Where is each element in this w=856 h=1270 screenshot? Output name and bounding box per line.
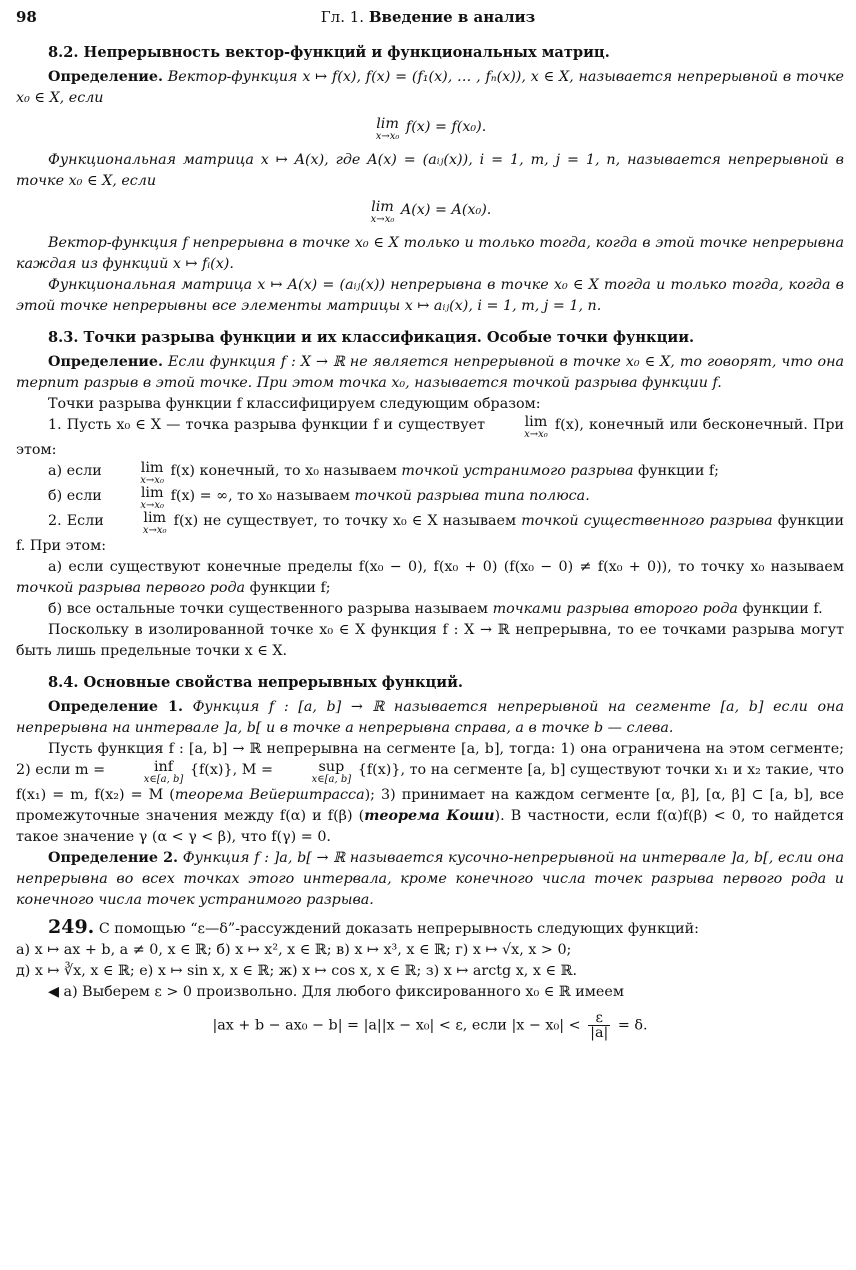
text: б) если — [48, 488, 102, 504]
chapter-title: Введение в анализ — [368, 8, 536, 26]
definition-text: Функция f : [a, b] → ℝ называется непрерывной на сегменте [a, b] если она непрерывна на интервале ]a, b[ и в точке a непрерывна справа, а в точке b — слева. — [16, 699, 844, 736]
limit-operator — [376, 117, 400, 142]
definition-functional-matrix: Функциональная матрица x ↦ A(x), где A(x) = (aᵢⱼ(x)), i = 1, m, j = 1, n, называется непрерывной в точке x₀ ∈ X, если — [16, 152, 844, 189]
term: точкой разрыва первого рода — [16, 580, 246, 596]
op-sub: x∈[a, b] — [143, 774, 184, 785]
page-body — [16, 40, 844, 1048]
lim-sub: x→x₀ — [370, 214, 395, 225]
inf-operator — [112, 760, 184, 785]
term: точкой разрыва типа полюса. — [354, 488, 590, 504]
limit-operator — [108, 486, 164, 511]
definition-vector-function — [16, 67, 844, 109]
text: f(x) = ∞, то x₀ называем — [170, 488, 350, 504]
formula-body: A(x) = A(x₀). — [400, 202, 492, 218]
isolated-point-note: Поскольку в изолированной точке x₀ ∈ X функция f : X → ℝ непрерывна, то ее точками разрыва могут быть лишь предельные точки x ∈ X. — [16, 622, 844, 659]
text: ); 3) принимает на каждом сегменте [α, β], [α, β] ⊂ [a, b], все промежуточные значения между f(α) и f(β) ( — [16, 787, 844, 824]
text: функции f. — [742, 601, 823, 617]
theorem-name: теорема Коши — [364, 808, 495, 824]
classification-item-1b — [16, 486, 844, 511]
lim-text: lim — [524, 414, 548, 430]
definition-lead: Определение 2. — [48, 850, 179, 866]
definition-discontinuity — [16, 352, 844, 394]
page-number: 98 — [16, 8, 37, 26]
term: точкой устранимого разрыва — [401, 463, 634, 479]
text: Пусть функция f : [a, b] → ℝ непрерывна на сегменте [a, b], тогда: 1) она ограничена на этом сегменте; 2) если m = — [16, 741, 844, 778]
paragraph-matrix-continuity: Функциональная матрица x ↦ A(x) = (aᵢⱼ(x)) непрерывна в точке x₀ ∈ X тогда и только тогда, когда в этой точке непрерывны все элементы матрицы x ↦ aᵢⱼ(x), i = 1, m, j = 1, n. — [16, 277, 844, 314]
term: точкой существенного разрыва — [521, 513, 773, 529]
definition-lead: Определение. — [48, 354, 163, 370]
problem-items-line-1: а) x ↦ ax + b, a ≠ 0, x ∈ ℝ; б) x ↦ x², x ∈ ℝ; в) x ↦ x³, x ∈ ℝ; г) x ↦ √x, x > 0; — [16, 942, 572, 958]
denominator: |a| — [590, 1025, 609, 1041]
definition-piecewise-continuity — [16, 848, 844, 911]
problem-statement: С помощью “ε—δ”-рассуждений доказать непрерывность следующих функций: — [98, 921, 699, 937]
section-8-3-title: 8.3. Точки разрыва функции и их классификация. Особые точки функции. — [48, 329, 695, 346]
definition-lead: Определение 1. — [48, 699, 183, 715]
lim-sub: x→x₀ — [140, 500, 165, 511]
display-formula-2 — [16, 200, 844, 225]
classification-item-2 — [16, 511, 844, 557]
section-8-2-title: 8.2. Непрерывность вектор-функций и функциональных матриц. — [48, 44, 610, 61]
formula-body: f(x) = f(x₀). — [405, 119, 487, 135]
definition-text: Если функция f : X → ℝ не является непрерывной в точке x₀ ∈ X, то говорят, что она терпит разрыв в этой точке. При этом точка x₀, называется точкой разрыва функции f. — [16, 354, 845, 391]
lim-sub: x→x₀ — [524, 429, 548, 440]
text: функции f. При этом: — [16, 513, 845, 554]
text: а) если существуют конечные пределы f(x₀ − 0), f(x₀ + 0) (f(x₀ − 0) ≠ f(x₀ + 0)), то точку x₀ называем — [48, 559, 844, 575]
text: функции f; — [638, 463, 720, 479]
problem-items-line-2: д) x ↦ ∛x, x ∈ ℝ; е) x ↦ sin x, x ∈ ℝ; ж) x ↦ cos x, x ∈ ℝ; з) x ↦ arctg x, x ∈ ℝ. — [16, 963, 578, 979]
paragraph-vector-continuity: Вектор-функция f непрерывна в точке x₀ ∈ X только и только тогда, когда в этой точке непрерывна каждая из функций x ↦ fᵢ(x). — [16, 235, 844, 272]
text: {f(x)}, то на сегменте [a, b] существуют точки x₁ и x₂ такие, что f(x₁) = m, f(x₂) = M ( — [16, 762, 844, 803]
theorem-name: теорема Вейерштрасса — [174, 787, 365, 803]
running-head — [16, 8, 840, 26]
text: {f(x)}, M = — [189, 762, 273, 778]
continuous-function-properties — [16, 739, 844, 848]
fraction — [588, 1011, 610, 1040]
chapter-prefix: Гл. 1. — [320, 8, 365, 26]
op-sub: x∈[a, b] — [311, 774, 352, 785]
problem-number: 249. — [48, 916, 95, 938]
text: а) если — [48, 463, 102, 479]
text: f(x) конечный, то x₀ называем — [170, 463, 397, 479]
text: 1. Пусть x₀ ∈ X — точка разрыва функции f и существует — [48, 417, 486, 433]
lim-sub: x→x₀ — [375, 131, 400, 142]
display-formula-1 — [16, 117, 844, 142]
sup-operator — [280, 760, 352, 785]
definition-segment-continuity — [16, 697, 844, 739]
numerator: ε — [588, 1011, 610, 1026]
lim-sub: x→x₀ — [142, 525, 167, 536]
formula-right: = δ. — [617, 1017, 648, 1034]
definition-text: Функция f : ]a, b[ → ℝ называется кусочно-непрерывной на интервале ]a, b[, если она непрерывна во всех точках этого интервала, кроме конечного числа точек разрыва первого рода и конечного числа точек устранимого разрыва. — [16, 850, 844, 908]
op-text: inf — [153, 759, 174, 775]
text: 2. Если — [48, 513, 104, 529]
page-header — [16, 8, 840, 30]
text: f(x) не существует, то точку x₀ ∈ X называем — [173, 513, 517, 529]
text: f(x), конечный или бесконечный. При этом: — [16, 417, 844, 458]
solution-start: ◀ а) Выберем ε > 0 произвольно. Для любого фиксированного x₀ ∈ ℝ имеем — [48, 984, 624, 1000]
term: точками разрыва второго рода — [492, 601, 738, 617]
formula-left: |ax + b − ax₀ − b| = |a||x − x₀| < ε, если |x − x₀| < — [212, 1017, 581, 1034]
problem-249 — [16, 917, 844, 940]
classification-item-1 — [16, 415, 844, 461]
lim-text: lim — [140, 485, 164, 501]
section-8-4-title: 8.4. Основные свойства непрерывных функций. — [48, 674, 464, 691]
limit-operator — [108, 461, 164, 486]
lim-sub: x→x₀ — [140, 475, 164, 486]
lim-text: lim — [143, 510, 167, 526]
text: б) все остальные точки существенного разрыва называем — [48, 601, 489, 617]
classification-intro: Точки разрыва функции f классифицируем следующим образом: — [48, 396, 541, 412]
lim-text: lim — [371, 199, 394, 215]
classification-item-2b — [16, 599, 844, 620]
limit-operator — [492, 415, 548, 440]
lim-text: lim — [376, 116, 399, 132]
classification-item-2a — [16, 557, 844, 599]
classification-item-1a — [16, 461, 844, 486]
definition-lead: Определение. — [48, 69, 163, 85]
final-formula — [16, 1011, 844, 1040]
limit-operator — [111, 511, 167, 536]
op-text: sup — [318, 759, 345, 775]
lim-text: lim — [140, 460, 164, 476]
definition-text: Вектор-функция x ↦ f(x), f(x) = (f₁(x), … , fₙ(x)), x ∈ X, называется непрерывной в точке x₀ ∈ X, если — [16, 69, 845, 106]
text: ). В частности, если f(α)f(β) < 0, то найдется такое значение γ (α < γ < β), что f(γ) = 0. — [16, 808, 844, 845]
limit-operator — [371, 200, 395, 225]
text: функции f; — [249, 580, 331, 596]
